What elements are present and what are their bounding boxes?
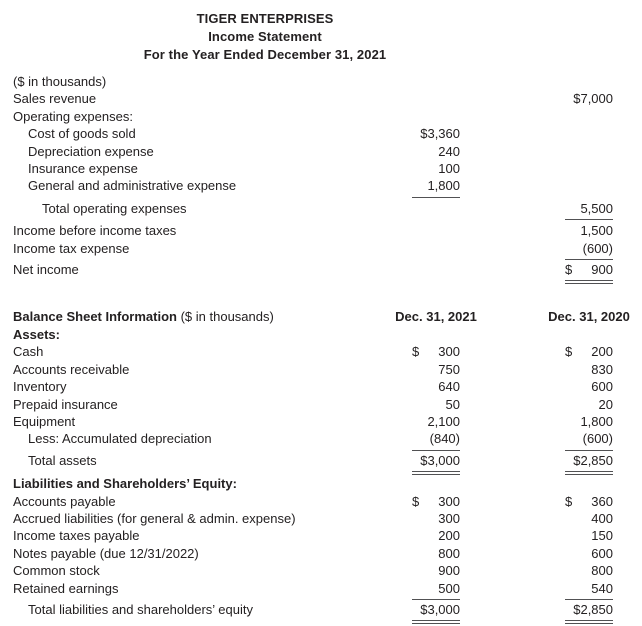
amount-inner: 100 <box>438 161 460 177</box>
amount-2021: 900 <box>438 563 460 579</box>
amount-2020: 20 <box>598 396 613 412</box>
row-depreciation-expense <box>13 143 613 160</box>
row-sales-revenue <box>13 90 613 107</box>
amount-2020: $2,850 <box>565 601 613 624</box>
row-general-admin-expense <box>13 177 613 197</box>
row-label: Accounts receivable <box>13 361 130 377</box>
statement-header <box>13 10 517 64</box>
amount-2020: 1,800 <box>580 413 613 429</box>
row-accounts-receivable <box>13 361 613 378</box>
row-label: Equipment <box>13 413 76 429</box>
section-liabilities-equity <box>13 475 613 492</box>
row-accrued-liabilities <box>13 510 613 527</box>
row-income-tax-expense <box>13 240 613 260</box>
row-label: Income taxes payable <box>13 528 140 544</box>
amount-outer: $ 900 <box>565 261 613 284</box>
amount-2020: $ 360 <box>565 493 613 509</box>
row-label: Prepaid insurance <box>13 396 118 412</box>
amount-2021: 750 <box>438 361 460 377</box>
row-income-before-taxes <box>13 222 613 239</box>
row-accumulated-depreciation <box>13 430 613 450</box>
amount-2020: 600 <box>591 379 613 395</box>
amount-2021: $ 300 <box>412 344 460 360</box>
row-total-operating-expenses <box>13 200 613 220</box>
row-label: Inventory <box>13 379 67 395</box>
row-common-stock <box>13 562 613 579</box>
amount-2020: 150 <box>591 528 613 544</box>
amount-2021: $ 300 <box>412 493 460 509</box>
column-header-2021: Dec. 31, 2021 <box>395 309 477 325</box>
row-cash <box>13 343 613 360</box>
amount-outer: (600) <box>565 240 613 260</box>
row-label: Accrued liabilities (for general & admin. expense) <box>13 510 296 526</box>
income-statement <box>13 73 613 284</box>
row-label: Retained earnings <box>13 580 119 596</box>
section-label: Liabilities and Shareholders’ Equity: <box>13 476 237 492</box>
amount-2021: 200 <box>438 528 460 544</box>
row-label: Income before income taxes <box>13 223 177 239</box>
amount-2020: 800 <box>591 563 613 579</box>
row-cost-of-goods-sold <box>13 125 613 142</box>
row-retained-earnings <box>13 580 613 600</box>
amount-inner: $3,360 <box>420 126 460 142</box>
amount-inner: 240 <box>438 143 460 159</box>
row-label: Net income <box>13 262 79 278</box>
row-equipment <box>13 413 613 430</box>
amount-2020: $ 200 <box>565 344 613 360</box>
amount-outer: 5,500 <box>565 200 613 220</box>
row-label: Operating expenses: <box>13 108 133 124</box>
amount-2020: 600 <box>591 545 613 561</box>
amount-2020: (600) <box>565 430 613 450</box>
section-assets <box>13 326 613 343</box>
row-label: Accounts payable <box>13 493 116 509</box>
amount-2020: $2,850 <box>565 452 613 475</box>
amount-2021: 800 <box>438 545 460 561</box>
amount-2020: 400 <box>591 510 613 526</box>
row-label: Sales revenue <box>13 91 97 107</box>
row-label: Total liabilities and shareholders’ equity <box>28 601 253 617</box>
row-label: Less: Accumulated depreciation <box>28 431 212 447</box>
amount-outer: $7,000 <box>573 91 613 107</box>
amount-2021: 500 <box>412 580 460 600</box>
row-label: Common stock <box>13 563 100 579</box>
row-label: Total operating expenses <box>42 200 187 216</box>
section-label: Assets: <box>13 326 60 342</box>
balance-sheet-title-row <box>13 308 630 325</box>
amount-2021: 2,100 <box>427 413 460 429</box>
row-inventory <box>13 378 613 395</box>
amount-2021: $3,000 <box>412 601 460 624</box>
amount-2021: (840) <box>412 430 460 450</box>
row-accounts-payable <box>13 493 613 510</box>
company-name: TIGER ENTERPRISES <box>196 11 334 26</box>
row-prepaid-insurance <box>13 396 613 413</box>
balance-sheet <box>13 308 630 624</box>
row-insurance-expense <box>13 160 613 177</box>
row-net-income <box>13 261 613 284</box>
row-label: Cash <box>13 344 44 360</box>
statement-period: For the Year Ended December 31, 2021 <box>143 47 387 62</box>
row-label: Income tax expense <box>13 240 130 256</box>
row-label: Depreciation expense <box>28 143 154 159</box>
row-income-taxes-payable <box>13 527 613 544</box>
amount-2021: $3,000 <box>412 452 460 475</box>
amount-2021: 300 <box>438 510 460 526</box>
row-label: Notes payable (due 12/31/2022) <box>13 545 199 561</box>
row-label: Total assets <box>28 452 97 468</box>
amount-2021: 640 <box>438 379 460 395</box>
units-note-row <box>13 73 613 90</box>
amount-outer: 1,500 <box>580 223 613 239</box>
amount-2021: 50 <box>445 396 460 412</box>
row-total-liabilities-equity <box>13 601 613 624</box>
amount-2020: 540 <box>565 580 613 600</box>
balance-sheet-title: Balance Sheet Information ($ in thousands) <box>13 309 274 325</box>
row-notes-payable <box>13 545 613 562</box>
statement-title: Income Statement <box>208 29 322 44</box>
row-label: Insurance expense <box>28 161 138 177</box>
units-note: ($ in thousands) <box>13 74 107 89</box>
row-total-assets <box>13 452 613 475</box>
column-header-2020: Dec. 31, 2020 <box>548 309 630 325</box>
row-operating-expenses-heading <box>13 108 613 125</box>
amount-inner: 1,800 <box>412 177 460 197</box>
row-label: General and administrative expense <box>28 178 237 194</box>
row-label: Cost of goods sold <box>28 126 136 142</box>
amount-2020: 830 <box>591 361 613 377</box>
